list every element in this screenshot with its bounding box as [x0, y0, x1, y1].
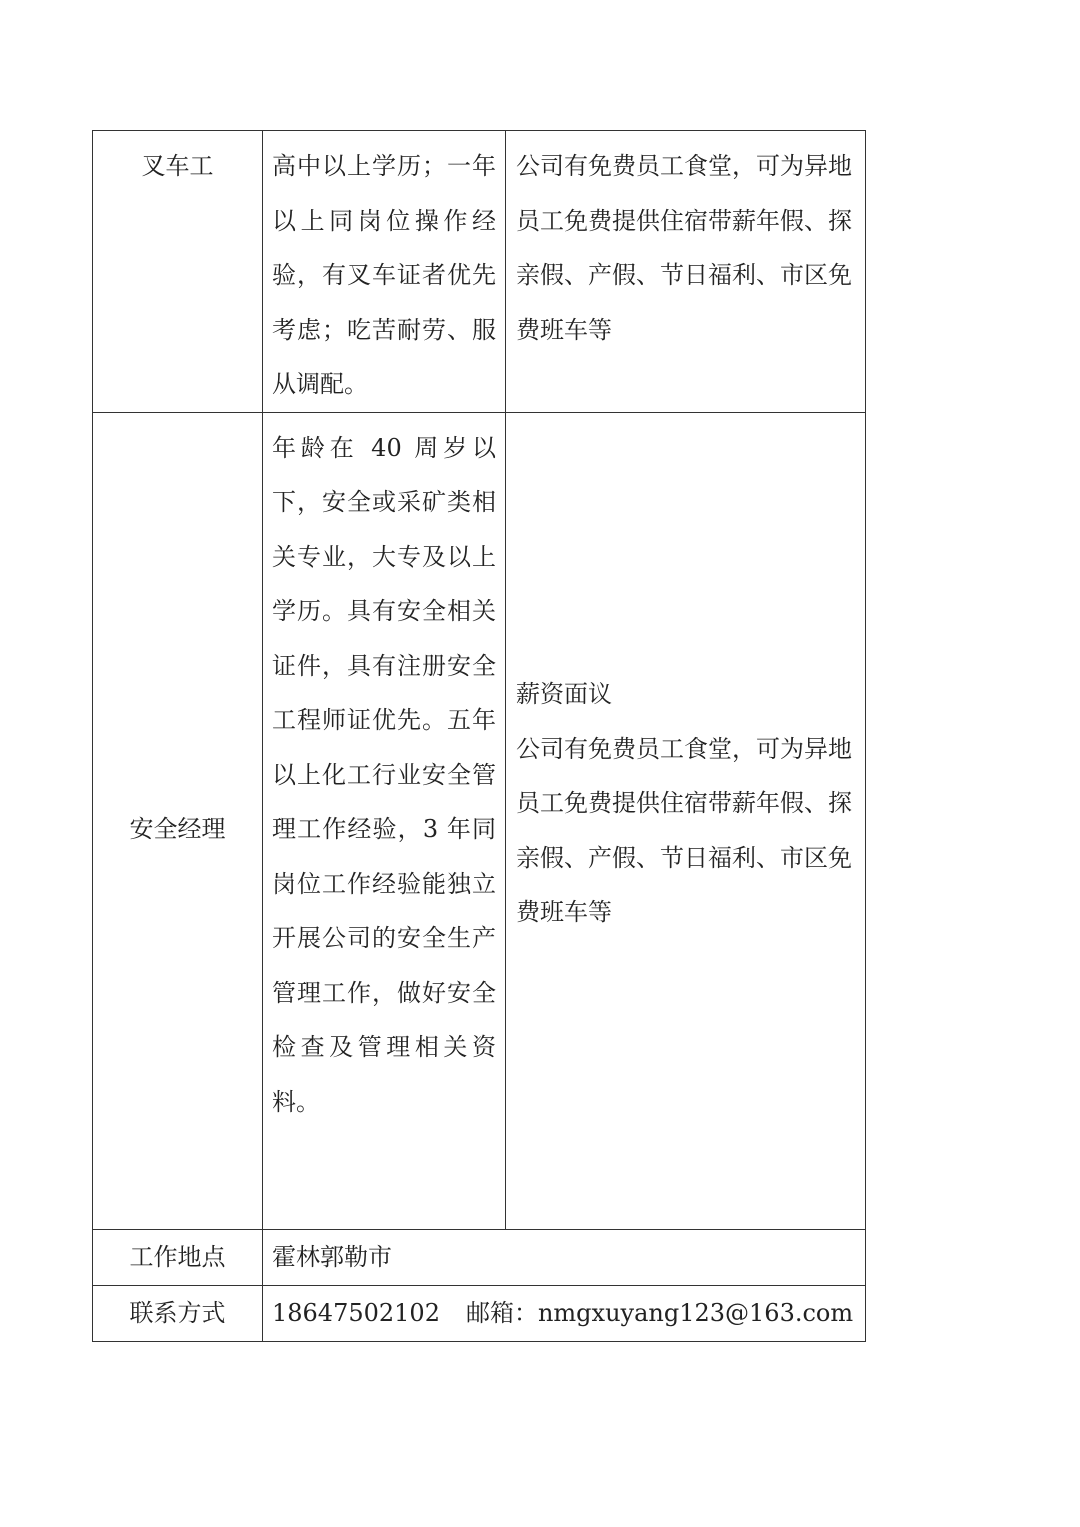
job-table	[92, 130, 866, 1342]
label-cell	[93, 1285, 263, 1341]
job-title: 安全经理	[129, 815, 226, 844]
salary-note: 薪资面议	[516, 680, 612, 709]
benefits-block	[516, 667, 857, 974]
job-title-cell	[93, 412, 263, 1229]
job-benefits: 公司有免费员工食堂，可为异地员工免费提供住宿带薪年假、探亲假、产假、节日福利、市区免费班车等	[516, 152, 852, 344]
job-title: 叉车工	[141, 152, 214, 180]
table-row-forklift	[93, 131, 866, 413]
requirements-cell	[263, 412, 506, 1229]
table-row-location	[93, 1229, 866, 1285]
job-requirements: 高中以上学历；一年以上同岗位操作经验，有叉车证者优先考虑；吃苦耐劳、服从调配。	[272, 152, 496, 398]
job-requirements: 年龄在 40 周岁以下，安全或采矿类相关专业，大专及以上学历。具有安全相关证件，具有注册安全工程师证优先。五年以上化工行业安全管理工作经验，3 年同岗位工作经验能独立开展公司的安全生产管理工作，做好安全检查及管理相关资料。	[272, 433, 496, 1116]
contact-email-label: 邮箱：	[465, 1298, 538, 1327]
job-benefits: 公司有免费员工食堂，可为异地员工免费提供住宿带薪年假、探亲假、产假、节日福利、市区免费班车等	[516, 734, 852, 927]
job-title-cell	[93, 131, 263, 413]
location-value: 霍林郭勒市	[272, 1242, 392, 1271]
value-cell	[263, 1285, 866, 1341]
contact-phone: 18647502102	[272, 1298, 440, 1327]
contact-email[interactable]: nmgxuyang123@163.com	[537, 1298, 854, 1327]
table-row-contact	[93, 1285, 866, 1341]
benefits-cell	[506, 131, 866, 413]
requirements-cell	[263, 131, 506, 413]
label-cell	[93, 1229, 263, 1285]
table-row-safety-manager	[93, 412, 866, 1229]
contact-label: 联系方式	[129, 1298, 226, 1327]
benefits-cell	[506, 412, 866, 1229]
value-cell	[263, 1229, 866, 1285]
location-label: 工作地点	[129, 1242, 226, 1271]
